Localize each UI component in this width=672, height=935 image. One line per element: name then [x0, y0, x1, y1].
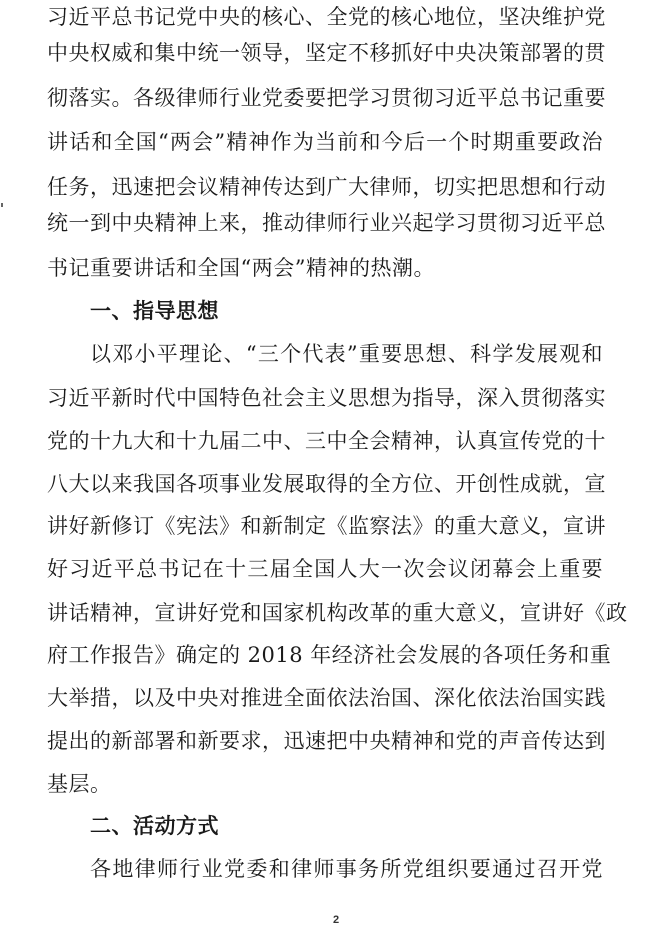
section-heading: 一、指导思想: [90, 299, 219, 323]
page-number: 2: [332, 914, 340, 926]
paragraph-line: 以邓小平理论、“三个代表”重要思想、科学发展观和: [90, 342, 603, 366]
paragraph-line: 任务，迅速把会议精神传达到广大律师，切实把思想和行动: [47, 175, 606, 199]
paragraph-line: 府工作报告》确定的 2018 年经济社会发展的各项任务和重: [47, 643, 612, 667]
paragraph-line: 大举措，以及中央对推进全面依法治国、深化依法治国实践: [47, 686, 606, 710]
paragraph-line: 提出的新部署和新要求，迅速把中央精神和党的声音传达到: [47, 729, 606, 753]
paragraph-line: 讲话精神，宣讲好党和国家机构改革的重大意义，宣讲好《政: [47, 601, 628, 625]
paragraph-line: 各地律师行业党委和律师事务所党组织要通过召开党: [90, 857, 603, 881]
paragraph-line: 讲话和全国“两会”精神作为当前和今后一个时期重要政治: [47, 130, 603, 154]
paragraph-line: 党的十九大和十九届二中、三中全会精神，认真宣传党的十: [47, 429, 606, 453]
paragraph-line: 八大以来我国各项事业发展取得的全方位、开创性成就，宣: [47, 472, 606, 496]
paragraph-line: 讲好新修订《宪法》和新制定《监察法》的重大意义，宣讲: [47, 514, 606, 538]
paragraph-line: 习近平新时代中国特色社会主义思想为指导，深入贯彻落实: [47, 386, 606, 410]
paragraph-line: 基层。: [47, 772, 112, 796]
paragraph-line: 统一到中央精神上来，推动律师行业兴起学习贯彻习近平总: [47, 211, 606, 235]
paragraph-line: 习近平总书记党中央的核心、全党的核心地位，坚决维护党: [47, 5, 606, 29]
paragraph-line: 好习近平总书记在十三届全国人大一次会议闭幕会上重要: [47, 557, 603, 581]
paragraph-line: 中央权威和集中统一领导，坚定不移抓好中央决策部署的贯: [47, 41, 606, 65]
paragraph-line: 彻落实。各级律师行业党委要把学习贯彻习近平总书记重要: [47, 86, 606, 110]
margin-mark: [1, 203, 3, 207]
section-heading: 二、活动方式: [90, 814, 219, 838]
paragraph-line: 书记重要讲话和全国“两会”精神的热潮。: [47, 256, 435, 280]
